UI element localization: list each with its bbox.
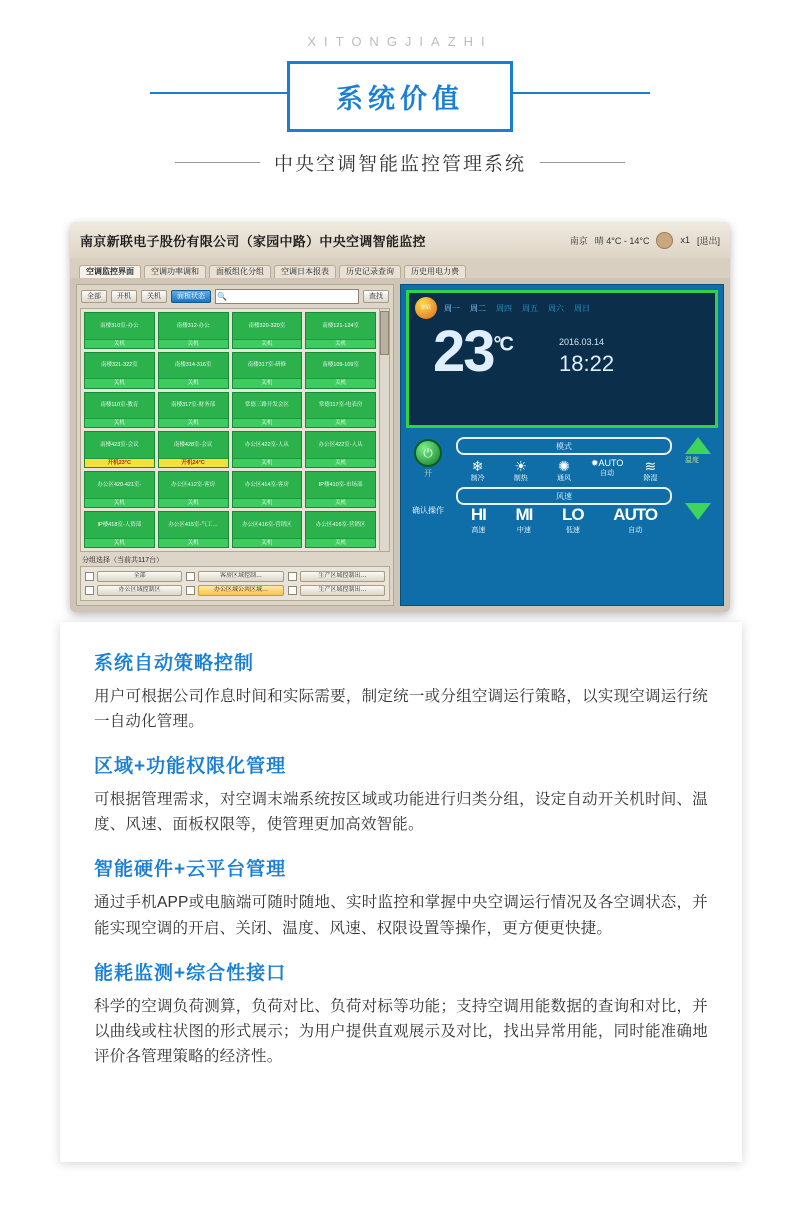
filter-on-button[interactable]: 开机 [111, 290, 137, 303]
header-pinyin: XITONGJIAZHI [307, 34, 493, 49]
status-weather: 晴 4°C - 14°C [594, 235, 650, 246]
device-status: 关机 [85, 339, 154, 348]
device-status: 关机 [159, 378, 228, 387]
device-name: 办公区414室-客房 [244, 481, 289, 488]
feature-title: 区域+功能权限化管理 [94, 756, 287, 778]
fan-high-button[interactable] [471, 505, 486, 535]
subtitle-wrapper [0, 149, 800, 176]
title-wrapper [0, 61, 800, 123]
power-button[interactable]: ⏻ [414, 439, 442, 467]
lcd-time: 18:22 [559, 351, 615, 376]
group-button[interactable]: 客房区域控制… [198, 571, 283, 582]
sun-icon: ☀ [514, 458, 528, 474]
app-body [70, 278, 730, 612]
mode-fan-button[interactable] [546, 459, 582, 483]
device-cell[interactable] [232, 511, 303, 548]
device-name: 常德117室-电表房 [318, 402, 363, 409]
app-status-area [570, 232, 720, 249]
feature-text: 科学的空调负荷测算，负荷对比、负荷对标等功能；支持空调用能数据的查询和对比，并以曲线或柱状图的形式展示；为用户提供直观展示及对比，找出异常用能，同时能准确地评价各管理策略的经济性。 [94, 997, 708, 1065]
user-name: x1 [680, 235, 690, 245]
device-list-pane [76, 284, 394, 606]
app-screenshot [70, 222, 730, 612]
device-cell[interactable] [84, 352, 155, 389]
device-cell[interactable] [158, 471, 229, 508]
lcd-temperature-unit: °C [493, 333, 512, 356]
weekday-fri: 周五 [522, 303, 538, 313]
weekday-mon: 周一 [444, 303, 460, 313]
page-header [0, 0, 800, 176]
device-name: 办公区422室-人从 [318, 442, 363, 449]
fan-high-icon: HI [470, 505, 486, 525]
device-status: 关机 [306, 418, 375, 427]
feature-text: 可根据管理需求，对空调末端系统按区域或功能进行归类分组，设定自动开关机时间、温度、风速、面板权限等，使管理更加高效智能。 [94, 791, 708, 834]
feature-text: 用户可根据公司作息时间和实际需要，制定统一或分组空调运行策略，以实现空调运行统一自动化管理。 [94, 688, 708, 731]
device-name: 办公区416室-营销区 [315, 521, 366, 528]
panel-lcd [406, 290, 718, 428]
device-name: 办公区412室-客房 [171, 481, 216, 488]
features-card [60, 622, 742, 1162]
lcd-date: 2016.03.14 [559, 337, 605, 347]
device-name: 南楼320-320室 [248, 322, 286, 329]
group-checkbox[interactable] [288, 586, 297, 595]
fan-area [456, 487, 672, 535]
device-cell[interactable] [84, 471, 155, 508]
device-status: 关机 [306, 498, 375, 507]
device-grid-wrap [80, 308, 390, 552]
filter-off-button[interactable]: 关机 [141, 290, 167, 303]
temp-down-stepper [680, 503, 716, 520]
group-checkbox[interactable] [186, 586, 195, 595]
group-item[interactable] [288, 585, 385, 596]
tab-report[interactable]: 空调日本报表 [274, 265, 336, 278]
device-status: 关机 [85, 538, 154, 547]
mode-row [408, 437, 716, 483]
device-cell[interactable] [232, 312, 303, 349]
device-status: 关机 [306, 538, 375, 547]
mode-heat-button[interactable] [503, 459, 539, 483]
device-name: IP楼410室-市场部 [318, 481, 363, 488]
mode-area [456, 437, 672, 483]
device-status: 关机 [159, 498, 228, 507]
fan-low-button[interactable] [562, 505, 584, 535]
fan-label: 风速 [556, 491, 572, 501]
device-name: 南楼428室-会议 [173, 442, 213, 449]
fan-mid-button[interactable] [515, 505, 532, 535]
group-checkbox[interactable] [288, 572, 297, 581]
triangle-down-icon[interactable] [685, 503, 711, 520]
feature-title: 智能硬件+云平台管理 [94, 859, 287, 881]
subtitle-dash-right [540, 162, 625, 163]
app-company-title: 南京新联电子股份有限公司（家园中路）中央空调智能监控 [80, 233, 426, 249]
device-status: 关机 [233, 378, 302, 387]
power-label: 开 [424, 469, 432, 478]
humidity-icon: ≋ [644, 458, 657, 474]
snowflake-icon: ❄ [471, 458, 484, 474]
device-name: 南楼110室-教育 [100, 402, 139, 409]
search-box[interactable] [215, 289, 359, 304]
device-cell[interactable] [84, 431, 155, 468]
device-cell[interactable] [305, 471, 376, 508]
lcd-top-row [409, 293, 715, 319]
device-status: 开机23°C [85, 458, 154, 467]
device-name: 办公区420-421室- [97, 481, 142, 488]
device-cell[interactable] [158, 431, 229, 468]
tab-monitor[interactable]: 空调监控界面 [79, 265, 141, 278]
status-city: 南京 [569, 235, 588, 246]
device-cell[interactable] [305, 352, 376, 389]
group-item[interactable] [85, 585, 182, 596]
group-checkbox[interactable] [85, 572, 94, 581]
confirm-button[interactable]: 确认操作 [412, 505, 444, 515]
fan-row [408, 487, 716, 535]
weekday-row [444, 303, 590, 314]
weekday-sat: 周六 [548, 303, 564, 313]
fan-icon: ✺ [558, 458, 570, 474]
search-button[interactable]: 查找 [363, 290, 389, 303]
device-name: 南楼109-109室 [322, 362, 359, 369]
mode-dry-label: 除湿 [643, 475, 658, 483]
fan-auto-icon: AUTO [613, 505, 658, 525]
feature-title: 能耗监测+综合性接口 [94, 962, 287, 984]
logout-link[interactable]: [退出] [696, 235, 720, 246]
fan-mid-icon: MI [515, 505, 533, 525]
feature-item [94, 958, 708, 1069]
panel-status-button[interactable]: 面板状态 [171, 290, 211, 303]
device-cell[interactable] [305, 431, 376, 468]
device-cell[interactable] [305, 392, 376, 429]
group-button[interactable]: 全部 [97, 571, 182, 582]
device-cell[interactable] [305, 312, 376, 349]
fan-speed-row [456, 505, 672, 535]
group-section-title: 分组选择（当前共117台） [82, 557, 164, 564]
feature-item [94, 751, 708, 837]
device-cell[interactable] [84, 312, 155, 349]
auto-icon: ✹AUTO [590, 458, 624, 468]
device-name: 办公区416室-营销区 [242, 521, 292, 528]
brand-logo-icon: 新联 [415, 297, 437, 319]
device-status: 关机 [85, 498, 154, 507]
temp-label: 温度 [685, 457, 699, 464]
group-button[interactable]: 生产区域控制出… [300, 571, 385, 582]
device-name: 南楼310室-办公 [100, 322, 139, 329]
group-checkbox[interactable] [186, 572, 195, 581]
app-titlebar [70, 222, 730, 258]
filter-all-button[interactable]: 全部 [81, 290, 107, 303]
device-cell[interactable] [232, 392, 303, 429]
device-name: 办公区415室-气工… [168, 521, 218, 528]
tab-energy[interactable]: 历史用电力费 [404, 265, 466, 278]
group-button[interactable]: 办公区域控制区 [97, 585, 182, 596]
subtitle-dash-left [175, 162, 260, 163]
mode-dry-button[interactable] [632, 459, 668, 483]
scrollbar-thumb[interactable] [380, 311, 389, 355]
device-status: 关机 [85, 418, 154, 427]
group-button[interactable]: 生产区域控制出… [300, 585, 385, 596]
group-button[interactable]: 办公区域公共区域… [198, 585, 283, 596]
mode-heat-label: 制热 [513, 475, 528, 483]
mode-auto-label: 自动 [600, 469, 615, 477]
fan-pill [456, 487, 672, 505]
device-cell[interactable] [158, 312, 229, 349]
mode-icons-row [456, 459, 672, 483]
fan-mid-label: 中速 [516, 527, 531, 535]
device-status: 开机24°C [159, 458, 228, 467]
device-cell[interactable] [158, 511, 229, 548]
device-status: 关机 [306, 339, 375, 348]
device-name: 南楼314-316室 [174, 362, 212, 369]
device-name: 南楼312-办公 [176, 322, 210, 329]
triangle-up-icon[interactable] [685, 437, 711, 454]
panel-simulator [400, 284, 724, 606]
device-name: 南楼317室-财务部 [171, 402, 216, 409]
lcd-temperature [433, 319, 512, 384]
avatar [656, 232, 673, 249]
device-name: IP楼418室-人资部 [97, 521, 142, 528]
device-name: 南楼423室-会议 [100, 442, 139, 449]
feature-title: 系统自动策略控制 [94, 653, 255, 674]
search-icon: 🔍 [217, 292, 227, 301]
feature-item [94, 854, 708, 940]
fan-auto-button[interactable] [613, 505, 657, 535]
device-status: 关机 [85, 378, 154, 387]
weekday-tue: 周二 [470, 303, 486, 313]
temp-stepper [680, 437, 716, 465]
tab-history[interactable]: 历史记录查询 [339, 265, 401, 278]
device-cell[interactable] [232, 471, 303, 508]
device-cell[interactable] [158, 352, 229, 389]
group-item[interactable] [288, 571, 385, 582]
fan-low-icon: LO [562, 505, 584, 525]
device-status: 关机 [159, 538, 228, 547]
device-cell[interactable] [158, 392, 229, 429]
page-subtitle: 中央空调智能监控管理系统 [273, 154, 526, 175]
device-cell[interactable] [305, 511, 376, 548]
tab-group[interactable]: 面板组化分组 [209, 265, 271, 278]
device-name: 办公区422室-人从 [244, 442, 289, 449]
device-status: 关机 [306, 458, 375, 467]
device-name: 南楼321-322室 [101, 362, 138, 369]
group-item[interactable] [186, 585, 283, 596]
mode-label: 模式 [556, 441, 572, 451]
device-name: 南楼121-124室 [322, 322, 359, 329]
weekday-sun: 周日 [574, 303, 590, 313]
device-status: 关机 [233, 498, 302, 507]
device-cell[interactable] [232, 352, 303, 389]
group-checkbox[interactable] [85, 586, 94, 595]
mode-cool-label: 制冷 [470, 475, 485, 483]
app-tabs [70, 258, 730, 278]
page-title: 系统价值 [336, 84, 464, 114]
device-status: 关机 [233, 458, 302, 467]
feature-item [94, 648, 708, 734]
search-input[interactable] [228, 290, 358, 303]
device-cell[interactable] [84, 511, 155, 548]
device-toolbar [77, 285, 393, 308]
group-item[interactable] [85, 571, 182, 582]
device-cell[interactable] [232, 431, 303, 468]
title-box [287, 61, 513, 132]
device-name: 南楼317室-研修 [247, 362, 287, 369]
mode-pill [456, 437, 672, 455]
device-cell[interactable] [84, 392, 155, 429]
fan-high-label: 高速 [471, 527, 486, 535]
device-name: 常德三路开发会区 [244, 402, 289, 409]
fan-auto-label: 自动 [628, 527, 643, 535]
power-area [408, 437, 448, 479]
lcd-temperature-value: 23 [433, 319, 494, 384]
device-status: 关机 [233, 538, 302, 547]
group-selector [80, 566, 390, 601]
tab-power[interactable]: 空调功率调和 [144, 265, 206, 278]
device-status: 关机 [159, 339, 228, 348]
device-grid [81, 309, 379, 551]
feature-text: 通过手机APP或电脑端可随时随地、实时监控和掌握中央空调运行情况及各空调状态，并能实现空调的开启、关闭、温度、风速、权限设置等操作，更方便更快捷。 [94, 894, 708, 937]
device-status: 关机 [233, 418, 302, 427]
weekday-thu: 周四 [496, 303, 512, 313]
device-grid-scrollbar[interactable] [379, 309, 389, 551]
device-status: 关机 [306, 378, 375, 387]
group-item[interactable] [186, 571, 283, 582]
device-status: 关机 [159, 418, 228, 427]
mode-cool-button[interactable] [460, 459, 496, 483]
mode-fan-label: 通风 [556, 475, 571, 483]
panel-controls [401, 433, 723, 605]
mode-auto-button[interactable] [589, 459, 625, 483]
device-status: 关机 [233, 339, 302, 348]
fan-low-label: 低速 [565, 527, 580, 535]
